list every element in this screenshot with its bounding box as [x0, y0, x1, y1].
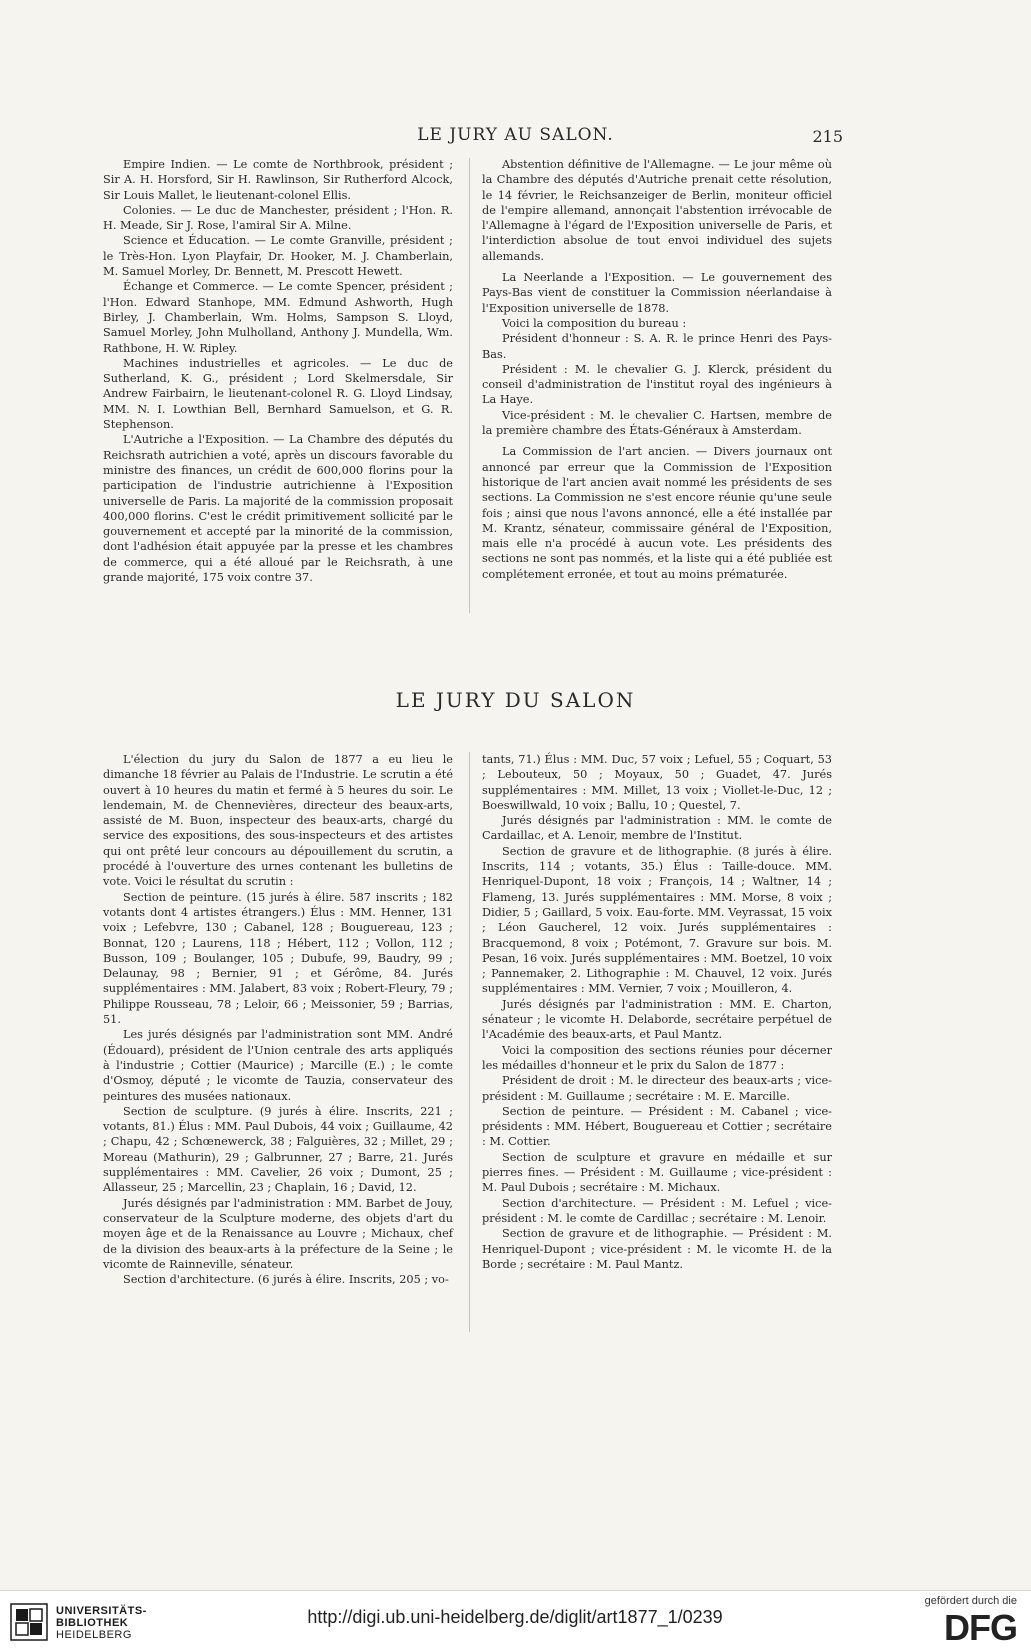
dfg-logo[interactable]: DFG: [944, 1607, 1017, 1648]
paragraph: La Commission de l'art ancien. — Divers journaux ont annoncé par erreur que la Commission de l'Exposition historique de l'art ancien avait nommé les présidents de ses sections. La Commission ne s'est encore réunie qu'une seule fois ; ainsi que nous l'avons annoncé, elle a été installée par M. Krantz, sénateur, commissaire général de l'Exposition, mais elle n'a procédé à aucun vote. Les présidents des sections ne sont pas nommés, et la liste qui a été publiée est complétement erronée, et tout au moins prématurée.: [482, 445, 832, 581]
paragraph: Section d'architecture. (6 jurés à élire. Inscrits, 205 ; vo-: [123, 1273, 449, 1287]
paragraph: Science et Éducation. — Le comte Granville, président ; le Très-Hon. Lyon Playfair, Dr. Hooker, M. J. Chamberlain, M. Samuel Morley, Dr. Bennett, M. Prescott Hewett.: [103, 234, 453, 279]
paragraph: Section de sculpture. (9 jurés à élire. Inscrits, 221 ; votants, 81.) Élus : MM. Paul Dubois, 44 voix ; Guillaume, 42 ; Chapu, 42 ; Schœnewerck, 38 ; Falguières, 32 ; Millet, 29 ; Moreau (Mathurin), 29 ; Galbrunner, 27 ; Barre, 21. Jurés supplémentaires : MM. Cavelier, 26 voix ; Dumont, 25 ; Allasseur, 25 ; Marcellin, 23 ; Chaplain, 16 ; David, 12.: [103, 1104, 453, 1195]
paragraph: Jurés désignés par l'administration : MM. le comte de Cardaillac, et A. Lenoir, membre de l'Institut.: [482, 814, 832, 843]
viewer-footer: [0, 1590, 1031, 1651]
column-1: [103, 157, 453, 585]
paragraph: Président de droit : M. le directeur des beaux-arts ; vice-président : M. Guillaume ; secrétaire : M. E. Marcille.: [482, 1074, 832, 1103]
page-number: 215: [812, 127, 843, 146]
paragraph: Échange et Commerce. — Le comte Spencer, président ; l'Hon. Edward Stanhope, MM. Edmund Ashworth, Hugh Birley, J. Chamberlain, Wm. Holms, Sampson S. Lloyd, Samuel Morley, John Mulholland, Anthony J. Mundella, Wm. Rathbone, H. W. Ripley.: [103, 280, 453, 355]
paragraph: Section de sculpture et gravure en médaille et sur pierres fines. — Président : M. Guillaume ; vice-président : M. Paul Dubois ; secrétaire : M. Michaux.: [482, 1150, 832, 1195]
column-divider-top: [469, 158, 470, 613]
paragraph: Section de gravure et de lithographie. (8 jurés à élire. Inscrits, 114 ; votants, 35.) Élus : Taille-douce. MM. Henriquel-Dupont, 18 voix ; François, 14 ; Waltner, 14 ; Flameng, 13. Jurés supplémentaires : MM. Morse, 8 voix ; Didier, 5 ; Gaillard, 5 voix. Eau-forte. MM. Veyrassat, 15 voix ; Léon Gaucherel, 12 voix. Jurés supplémentaires : Bracquemond, 8 voix ; Potémont, 7. Gravure sur bois. M. Pesan, 16 voix. Jurés supplémentaires : MM. Boetzel, 10 voix ; Pannemaker, 2. Lithographie : M. Chauvel, 12 voix. Jurés supplémentaires : MM. Vernier, 7 voix ; Mouilleron, 4.: [482, 844, 832, 996]
paragraph: tants, 71.) Élus : MM. Duc, 57 voix ; Lefuel, 55 ; Coquart, 53 ; Lebouteux, 50 ; Moyaux, 50 ; Guadet, 47. Jurés supplémentaires : MM. Millet, 13 voix ; Viollet-le-Duc, 12 ; Boeswillwald, 10 voix ; Ballu, 10 ; Questel, 7.: [482, 753, 832, 812]
university-seal-icon[interactable]: [10, 1603, 48, 1641]
section-title: LE JURY DU SALON: [395, 688, 636, 712]
paragraph: Section de gravure et de lithographie. — Président : M. Henriquel-Dupont ; vice-président : M. le vicomte H. de la Borde ; secrétaire : M. Paul Mantz.: [482, 1227, 832, 1271]
paragraph: Vice-président : M. le chevalier C. Hartsen, membre de la première chambre des États-Généraux à Amsterdam.: [482, 408, 832, 438]
paragraph: Section d'architecture. — Président : M. Lefuel ; vice-président : M. le comte de Cardillac ; secrétaire : M. Lenoir.: [482, 1196, 832, 1225]
paragraph: Président d'honneur : S. A. R. le prince Henri des Pays-Bas.: [482, 332, 832, 361]
page-url-link[interactable]: http://digi.ub.uni-heidelberg.de/diglit/art1877_1/0239: [307, 1607, 723, 1627]
paragraph: Président : M. le chevalier G. J. Klerck, président du conseil d'administration de l'institut royal des ingénieurs à La Haye.: [482, 362, 832, 407]
column-4: [482, 752, 832, 1272]
library-name-line: UNIVERSITÄTS-: [56, 1605, 147, 1617]
paragraph: Empire Indien. — Le comte de Northbrook, président ; Sir A. H. Horsford, Sir H. Rawlinson, Sir Rutherford Alcock, Sir Louis Mallet, le lieutenant-colonel Ellis.: [103, 158, 453, 202]
paragraph: Voici la composition du bureau :: [502, 316, 687, 330]
paragraph: Jurés désignés par l'administration : MM. E. Charton, sénateur ; le vicomte H. Delaborde, secrétaire perpétuel de l'Académie des beaux-arts, et Paul Mantz.: [482, 997, 832, 1042]
paragraph: La Neerlande a l'Exposition. — Le gouvernement des Pays-Bas vient de constituer la Commission néerlandaise à l'Exposition universelle de 1878.: [482, 271, 832, 315]
column-3: [103, 752, 453, 1287]
funding-label: gefördert durch die: [924, 1595, 1017, 1607]
paragraph: L'élection du jury du Salon de 1877 a eu lieu le dimanche 18 février au Palais de l'Industrie. Le scrutin a été ouvert à 10 heures du matin et fermé à 5 heures du soir. Le lendemain, M. de Chennevières, directeur des beaux-arts, assisté de M. Buon, inspecteur des beaux-arts, chargé du service des expositions, des sous-inspecteurs et des artistes qui ont prêté leur concours au dépouillement du scrutin, a procédé à l'ouverture des urnes contenant les bulletins de vote. Voici le résultat du scrutin :: [103, 753, 453, 889]
library-name[interactable]: [56, 1605, 147, 1641]
column-divider-bottom: [469, 752, 470, 1332]
paragraph: Section de peinture. (15 jurés à élire. 587 inscrits ; 182 votants dont 4 artistes étrangers.) Élus : MM. Henner, 131 voix ; Lefebvre, 130 ; Cabanel, 128 ; Bouguereau, 123 ; Bonnat, 120 ; Laurens, 118 ; Hébert, 112 ; Vollon, 112 ; Busson, 109 ; Boulanger, 105 ; Dubufe, 99, Baudry, 99 ; Delaunay, 98 ; Bernier, 91 ; et Gérôme, 84. Jurés supplémentaires : MM. Jalabert, 83 voix ; Robert-Fleury, 79 ; Philippe Rousseau, 78 ; Leloir, 66 ; Meissonier, 59 ; Barrias, 51.: [103, 890, 453, 1027]
column-2: [482, 157, 832, 582]
paragraph: Abstention définitive de l'Allemagne. — Le jour même où la Chambre des députés d'Autriche prenait cette résolution, le 14 février, le Reichsanzeiger de Berlin, moniteur officiel de l'empire allemand, annonçait l'abstention irrévocable de l'Allemagne à l'égard de l'Exposition universelle de Paris, et l'interdiction absolue de tout envoi individuel des sujets allemands.: [482, 158, 832, 263]
paragraph: Colonies. — Le duc de Manchester, président ; l'Hon. R. H. Meade, Sir J. Rose, l'amiral Sir A. Milne.: [103, 203, 453, 233]
paragraph: Les jurés désignés par l'administration sont MM. André (Édouard), président de l'Union centrale des arts appliqués à l'industrie ; Cottier (Maurice) ; Marcille (E.) ; le comte d'Osmoy, député ; le vicomte de Tauzia, conservateur des peintures des musées nationaux.: [103, 1028, 453, 1103]
paragraph: L'Autriche a l'Exposition. — La Chambre des députés du Reichsrath autrichien a voté, après un discours favorable du ministre des finances, un crédit de 600,000 florins pour la participation de l'industrie autrichienne à l'Exposition universelle de Paris. La majorité de la commission proposait 400,000 florins. C'est le crédit primitivement sollicité par le gouvernement et accepté par la minorité de la commission, dont l'adhésion était appuyée par la presse et les chambres de commerce, qui a été alloué par le Reichsrath, à une grande majorité, 175 voix contre 37.: [103, 433, 453, 585]
running-title: LE JURY AU SALON.: [417, 125, 614, 145]
library-name-line: BIBLIOTHEK: [56, 1617, 129, 1629]
paragraph: Voici la composition des sections réunies pour décerner les médailles d'honneur et le prix du Salon de 1877 :: [482, 1043, 832, 1072]
paragraph: Jurés désignés par l'administration : MM. Barbet de Jouy, conservateur de la Sculpture moderne, des objets d'art du moyen âge et de la Renaissance au Louvre ; Michaux, chef de la division des beaux-arts à la préfecture de la Seine ; le vicomte de Rainneville, sénateur.: [103, 1196, 453, 1271]
paragraph: Section de peinture. — Président : M. Cabanel ; vice-présidents : MM. Hébert, Bouguereau et Cottier ; secrétaire : M. Cottier.: [482, 1104, 832, 1149]
library-name-line: HEIDELBERG: [56, 1629, 132, 1641]
paragraph: Machines industrielles et agricoles. — Le duc de Sutherland, K. G., président ; Lord Skelmersdale, Sir Andrew Fairbairn, le lieutenant-colonel R. G. Lloyd Lindsay, MM. N. I. Lowthian Bell, Bernhard Samuelson, et G. R. Stephenson.: [103, 356, 453, 432]
